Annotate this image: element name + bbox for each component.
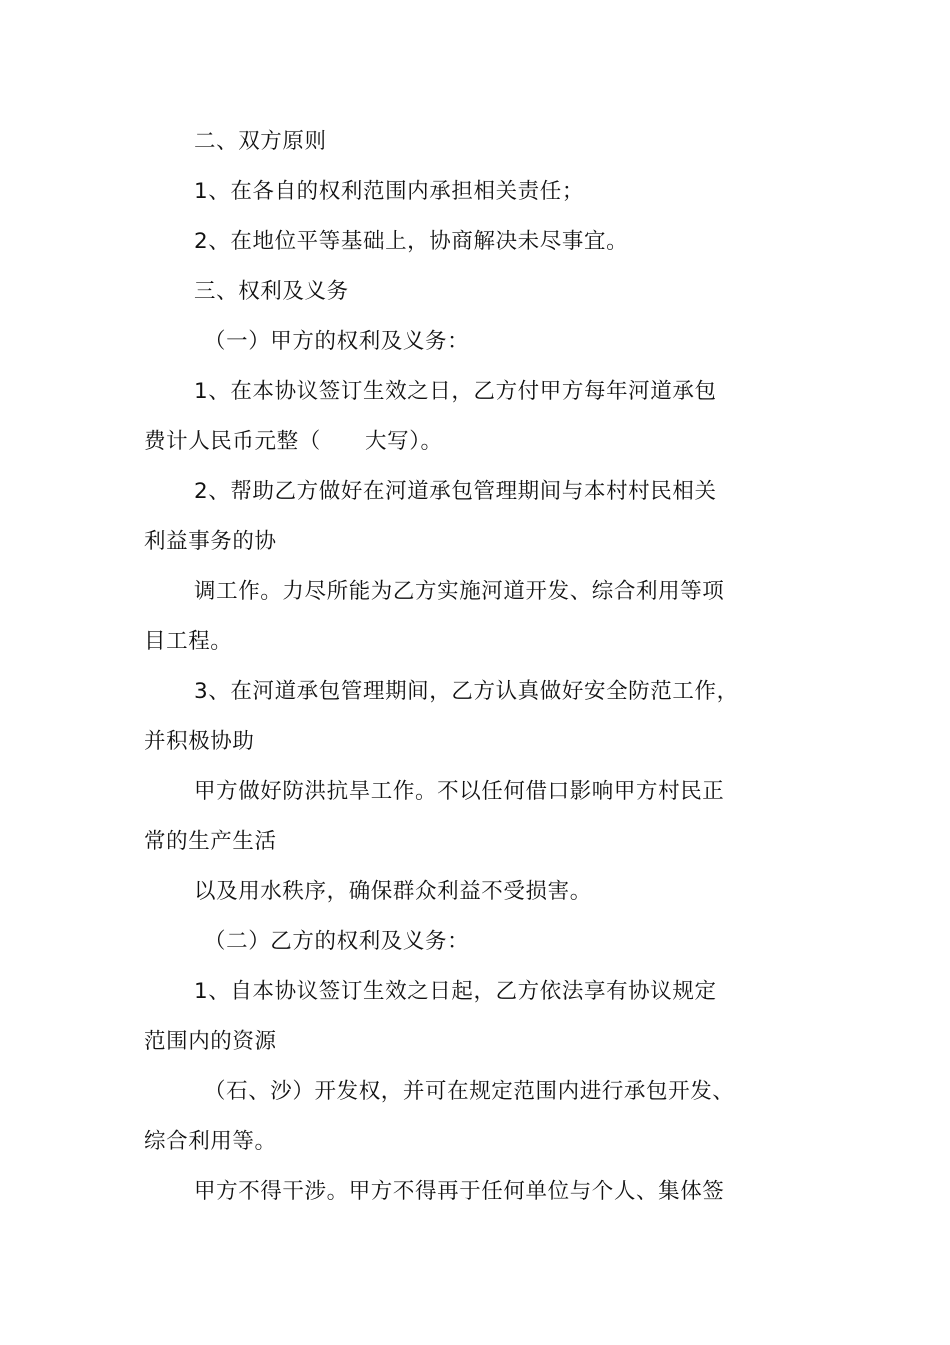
section-heading: 三、权利及义务 xyxy=(194,279,349,304)
paragraph-line: 调工作。力尽所能为乙方实施河道开发、综合利用等项 xyxy=(194,579,725,604)
paragraph-line: 3、在河道承包管理期间，乙方认真做好安全防范工作， xyxy=(194,679,739,704)
paragraph-line: 常的生产生活 xyxy=(144,829,277,854)
paragraph-line: 以及用水秩序，确保群众利益不受损害。 xyxy=(194,879,592,904)
paragraph-line: 1、在各自的权利范围内承担相关责任； xyxy=(194,179,584,204)
section-heading: 二、双方原则 xyxy=(194,129,327,154)
paragraph-line: 范围内的资源 xyxy=(144,1029,277,1054)
paragraph-line: 目工程。 xyxy=(144,629,233,654)
paragraph-line: 利益事务的协 xyxy=(144,529,277,554)
paragraph-line: 2、在地位平等基础上，协商解决未尽事宜。 xyxy=(194,229,629,254)
paragraph-line: 1、自本协议签订生效之日起，乙方依法享有协议规定 xyxy=(194,979,717,1004)
paragraph-line: 甲方不得干涉。甲方不得再于任何单位与个人、集体签 xyxy=(194,1179,725,1204)
paragraph-line: 2、帮助乙方做好在河道承包管理期间与本村村民相关 xyxy=(194,479,717,504)
subsection-heading: （一）甲方的权利及义务： xyxy=(204,329,470,354)
subsection-heading: （二）乙方的权利及义务： xyxy=(204,929,470,954)
paragraph-line: 1、在本协议签订生效之日，乙方付甲方每年河道承包 xyxy=(194,379,717,404)
paragraph-line: 综合利用等。 xyxy=(144,1129,277,1154)
paragraph-line: （石、沙）开发权，并可在规定范围内进行承包开发、 xyxy=(204,1079,735,1104)
paragraph-line: 甲方做好防洪抗旱工作。不以任何借口影响甲方村民正 xyxy=(194,779,725,804)
paragraph-line: 费计人民币元整（ 大写）。 xyxy=(144,429,443,454)
paragraph-line: 并积极协助 xyxy=(144,729,255,754)
